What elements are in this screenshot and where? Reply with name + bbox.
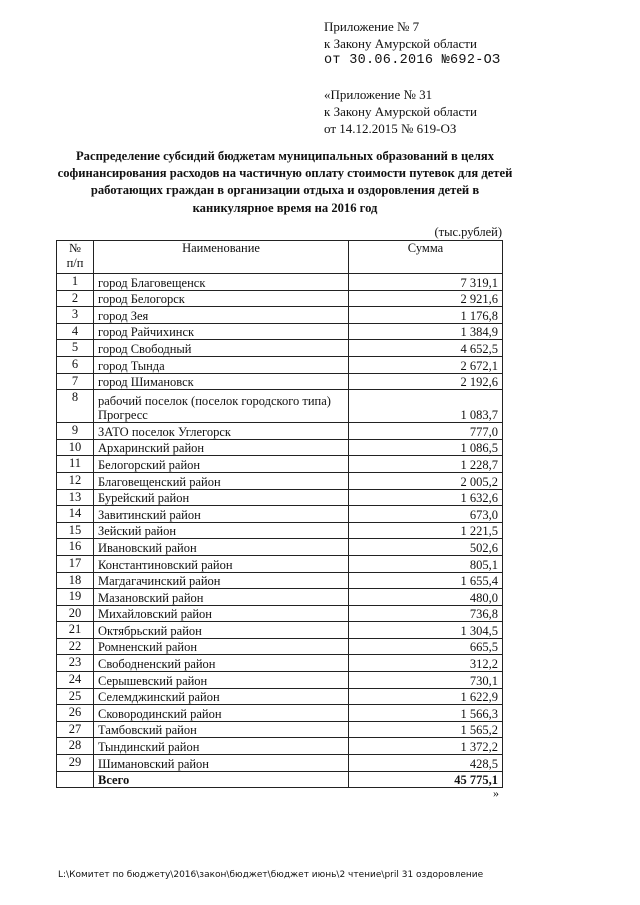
row-number: 28 bbox=[57, 738, 94, 755]
document-title: Распределение субсидий бюджетам муниципальных образований в целях софинансирования расходов на частичную оплату стоимости путевок для детей работающих граждан в организации отдыха и оздоровления детей в каникулярное время на 2016 год bbox=[57, 149, 513, 215]
row-name: рабочий поселок (поселок городского типа) Прогресс bbox=[94, 390, 349, 423]
law-reference: к Закону Амурской области bbox=[324, 36, 477, 51]
row-sum: 2 672,1 bbox=[349, 356, 503, 373]
row-sum: 736,8 bbox=[349, 605, 503, 622]
row-sum: 1 086,5 bbox=[349, 439, 503, 456]
row-number: 4 bbox=[57, 323, 94, 340]
row-number: 19 bbox=[57, 589, 94, 606]
row-sum: 1 228,7 bbox=[349, 456, 503, 473]
row-name: Шимановский район bbox=[94, 755, 349, 772]
row-name: Благовещенский район bbox=[94, 472, 349, 489]
closing-quote: » bbox=[493, 786, 499, 800]
row-number: 21 bbox=[57, 622, 94, 639]
row-name: город Райчихинск bbox=[94, 323, 349, 340]
row-number: 27 bbox=[57, 721, 94, 738]
row-name: Завитинский район bbox=[94, 506, 349, 523]
row-number: 18 bbox=[57, 572, 94, 589]
total-number-cell bbox=[57, 771, 94, 788]
row-number: 11 bbox=[57, 456, 94, 473]
row-sum: 777,0 bbox=[349, 423, 503, 440]
row-name: город Благовещенск bbox=[94, 274, 349, 291]
table-row bbox=[57, 373, 503, 390]
row-name: Зейский район bbox=[94, 522, 349, 539]
row-sum: 312,2 bbox=[349, 655, 503, 672]
table-row bbox=[57, 539, 503, 556]
row-sum: 673,0 bbox=[349, 506, 503, 523]
table-row bbox=[57, 622, 503, 639]
table-row bbox=[57, 456, 503, 473]
row-sum: 665,5 bbox=[349, 638, 503, 655]
row-name: город Свободный bbox=[94, 340, 349, 357]
row-name: Ромненский район bbox=[94, 638, 349, 655]
row-sum: 428,5 bbox=[349, 755, 503, 772]
row-name: Архаринский район bbox=[94, 439, 349, 456]
column-header-number: № п/п bbox=[57, 241, 94, 274]
row-number: 12 bbox=[57, 472, 94, 489]
total-row bbox=[57, 771, 503, 788]
table-row bbox=[57, 705, 503, 722]
table-row bbox=[57, 506, 503, 523]
row-name: город Шимановск bbox=[94, 373, 349, 390]
row-sum: 7 319,1 bbox=[349, 274, 503, 291]
table-row bbox=[57, 605, 503, 622]
subsidy-table bbox=[56, 240, 503, 788]
row-sum: 1 372,2 bbox=[349, 738, 503, 755]
row-name: Серышевский район bbox=[94, 672, 349, 689]
law-date-number: от 14.12.2015 № 619-ОЗ bbox=[324, 121, 457, 136]
row-sum: 480,0 bbox=[349, 589, 503, 606]
row-number: 17 bbox=[57, 555, 94, 572]
row-sum: 1 176,8 bbox=[349, 307, 503, 324]
table-row bbox=[57, 721, 503, 738]
row-sum: 805,1 bbox=[349, 555, 503, 572]
row-name: Михайловский район bbox=[94, 605, 349, 622]
table-row bbox=[57, 390, 503, 423]
row-sum: 502,6 bbox=[349, 539, 503, 556]
row-name: Сковородинский район bbox=[94, 705, 349, 722]
row-number: 9 bbox=[57, 423, 94, 440]
table-row bbox=[57, 340, 503, 357]
row-sum: 1 384,9 bbox=[349, 323, 503, 340]
column-header-name: Наименование bbox=[94, 241, 349, 274]
row-number: 8 bbox=[57, 390, 94, 423]
table-row bbox=[57, 589, 503, 606]
file-path-footer: L:\Комитет по бюджету\2016\закон\бюджет\бюджет июнь\2 чтение\pril 31 оздоровление bbox=[58, 870, 484, 880]
row-sum: 1 655,4 bbox=[349, 572, 503, 589]
table-row bbox=[57, 522, 503, 539]
row-sum: 4 652,5 bbox=[349, 340, 503, 357]
table-row bbox=[57, 307, 503, 324]
row-name: Бурейский район bbox=[94, 489, 349, 506]
row-name: Тындинский район bbox=[94, 738, 349, 755]
table-header-row bbox=[57, 241, 503, 274]
unit-label: (тыс.рублей) bbox=[434, 225, 502, 239]
table-row bbox=[57, 638, 503, 655]
table-row bbox=[57, 356, 503, 373]
law-reference: к Закону Амурской области bbox=[324, 104, 477, 119]
row-name: город Тында bbox=[94, 356, 349, 373]
row-number: 13 bbox=[57, 489, 94, 506]
appendix-number: «Приложение № 31 bbox=[324, 87, 433, 102]
row-sum: 2 005,2 bbox=[349, 472, 503, 489]
row-number: 29 bbox=[57, 755, 94, 772]
table-row bbox=[57, 472, 503, 489]
row-sum: 2 921,6 bbox=[349, 290, 503, 307]
row-sum: 1 083,7 bbox=[349, 390, 503, 423]
row-number: 10 bbox=[57, 439, 94, 456]
row-name: Константиновский район bbox=[94, 555, 349, 572]
row-name: Тамбовский район bbox=[94, 721, 349, 738]
table-row bbox=[57, 489, 503, 506]
column-header-sum: Сумма bbox=[349, 241, 503, 274]
table-row bbox=[57, 655, 503, 672]
table-row bbox=[57, 423, 503, 440]
row-name: город Белогорск bbox=[94, 290, 349, 307]
row-sum: 1 304,5 bbox=[349, 622, 503, 639]
row-name: Ивановский район bbox=[94, 539, 349, 556]
row-number: 2 bbox=[57, 290, 94, 307]
table-row bbox=[57, 274, 503, 291]
row-name: Белогорский район bbox=[94, 456, 349, 473]
row-number: 20 bbox=[57, 605, 94, 622]
table-row bbox=[57, 755, 503, 772]
table-row bbox=[57, 439, 503, 456]
total-sum: 45 775,1 bbox=[349, 771, 503, 788]
row-sum: 730,1 bbox=[349, 672, 503, 689]
row-number: 5 bbox=[57, 340, 94, 357]
current-appendix-header bbox=[324, 18, 500, 69]
row-number: 22 bbox=[57, 638, 94, 655]
row-sum: 1 632,6 bbox=[349, 489, 503, 506]
row-number: 23 bbox=[57, 655, 94, 672]
row-number: 25 bbox=[57, 688, 94, 705]
row-number: 1 bbox=[57, 274, 94, 291]
table-row bbox=[57, 672, 503, 689]
row-name: Октябрьский район bbox=[94, 622, 349, 639]
row-name: Свободненский район bbox=[94, 655, 349, 672]
row-number: 24 bbox=[57, 672, 94, 689]
row-number: 26 bbox=[57, 705, 94, 722]
row-name: Магдагачинский район bbox=[94, 572, 349, 589]
table-body bbox=[57, 274, 503, 772]
row-number: 6 bbox=[57, 356, 94, 373]
table-row bbox=[57, 572, 503, 589]
row-number: 7 bbox=[57, 373, 94, 390]
law-date-number: от 30.06.2016 №692-ОЗ bbox=[324, 53, 501, 68]
row-sum: 1 221,5 bbox=[349, 522, 503, 539]
row-sum: 2 192,6 bbox=[349, 373, 503, 390]
row-name: Мазановский район bbox=[94, 589, 349, 606]
row-sum: 1 566,3 bbox=[349, 705, 503, 722]
table-row bbox=[57, 290, 503, 307]
table-row bbox=[57, 323, 503, 340]
table-row bbox=[57, 555, 503, 572]
row-name: Селемджинский район bbox=[94, 688, 349, 705]
row-sum: 1 565,2 bbox=[349, 721, 503, 738]
row-number: 3 bbox=[57, 307, 94, 324]
table-row bbox=[57, 688, 503, 705]
row-number: 16 bbox=[57, 539, 94, 556]
row-name: город Зея bbox=[94, 307, 349, 324]
row-sum: 1 622,9 bbox=[349, 688, 503, 705]
row-name: ЗАТО поселок Углегорск bbox=[94, 423, 349, 440]
table-row bbox=[57, 738, 503, 755]
row-number: 14 bbox=[57, 506, 94, 523]
appendix-number: Приложение № 7 bbox=[324, 19, 420, 34]
row-number: 15 bbox=[57, 522, 94, 539]
previous-appendix-header bbox=[324, 86, 477, 137]
total-label: Всего bbox=[94, 771, 349, 788]
